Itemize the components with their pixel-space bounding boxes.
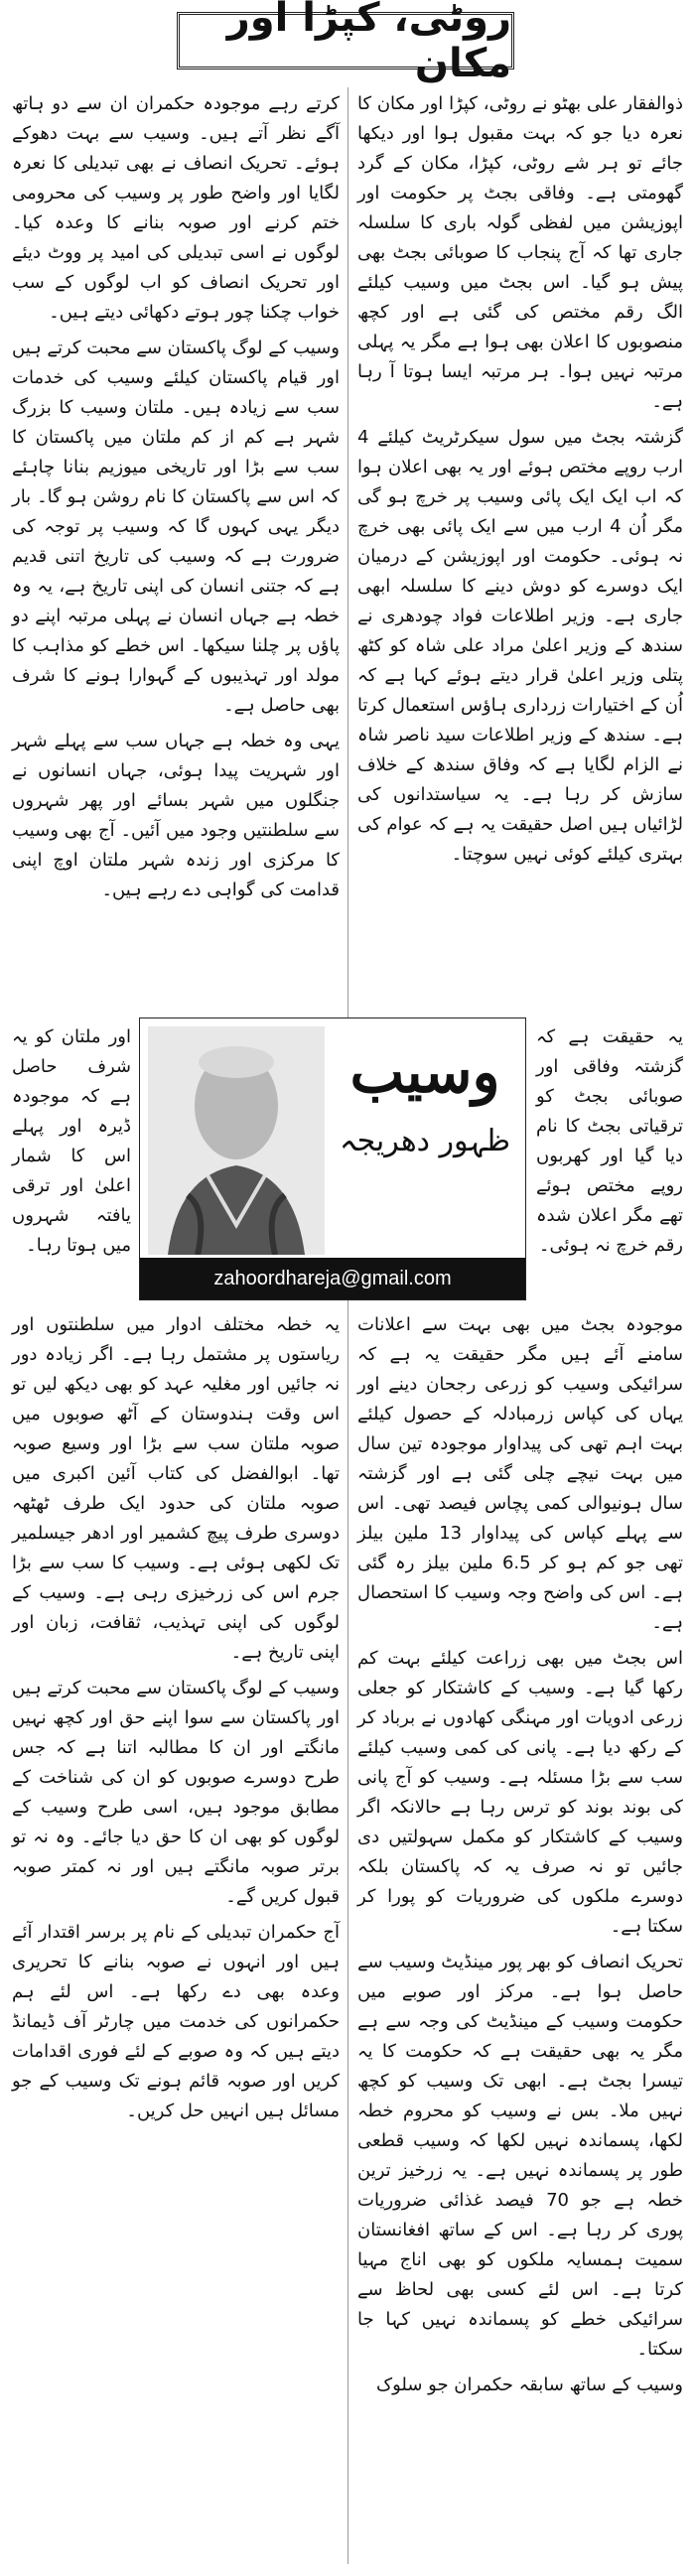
column-right-mid [536, 1022, 683, 1267]
author-name: ظہور دھریجہ [339, 1124, 510, 1158]
paragraph: آج حکمران تبدیلی کے نام پر برسر اقتدار آئے ہیں اور انہوں نے صوبہ بنانے کا تحریری وعدہ بھی دے رکھا ہے۔ اس لئے ہم حکمرانوں کی خدمت میں چارٹر آف ڈیمانڈ دیتے ہیں کہ وہ صوبے کے لئے فوری اقدامات کریں اور صوبہ قائم ہونے تک وسیب کے جو مسائل ہیں انہیں حل کریں۔ [12, 1922, 340, 2121]
paragraph: اور ملتان کو یہ شرف حاصل ہے کہ موجودہ ڈیرہ اور پہلے اس کا شمار اعلیٰ اور ترقی یافتہ شہروں میں ہوتا رہا۔ [12, 1026, 131, 1256]
column-name: وسیب [349, 1038, 500, 1106]
paragraph: گزشتہ بجٹ میں سول سیکرٹریٹ کیلئے 4 ارب روپے مختص ہوئے اور یہ بھی اعلان ہوا کہ اب ایک ایک پائی وسیب پر خرچ ہو گی مگر اُن 4 ارب میں سے ایک پائی بھی خرچ نہ ہوئی۔ حکومت اور اپوزیشن کے درمیان ایک دوسرے کو دوش دینے کا سلسلہ ابھی جاری ہے۔ وزیر اطلاعات فواد چودھری نے سندھ کے وزیر اعلیٰ مراد علی شاہ کو کٹھ پتلی وزیر اعلیٰ قرار دیتے ہوئے کہا ہے کہ اُن کے اختیارات زرداری ہاؤس استعمال کرتا ہے۔ سندھ کے وزیر اطلاعات سید ناصر شاہ نے الزام لگایا ہے کہ وفاق سندھ کے خلاف سازش کر رہا ہے۔ یہ سیاستدانوں کی لڑائیاں ہیں اصل حقیقت یہ ہے کہ عوام کی بہتری کیلئے کوئی نہیں سوچتا۔ [357, 427, 683, 865]
paragraph: موجودہ بجٹ میں بھی بہت سے اعلانات سامنے آئے ہیں مگر حقیقت یہ ہے کہ سرائیکی وسیب کو زرعی رجحان دینے اور یہاں کی کپاس زرمبادلہ کے حصول کیلئے بہت اہم تھی کی پیداوار موجودہ تین سال میں بہت نیچے چلی گئی ہے اور گزشتہ سال ہونیوالی کمی پچاس فیصد تھی۔ اس سے پہلے کپاس کی پیداوار 13 ملین بیلز تھی جو کم ہو کر 6.5 ملین بیلز رہ گئی ہے۔ اس کی واضح وجہ وسیب کا استحصال ہے۔ [357, 1314, 683, 1633]
title-box [177, 0, 514, 86]
paragraph: اس بجٹ میں بھی زراعت کیلئے بہت کم رکھا گیا ہے۔ وسیب کے کاشتکار کو جعلی زرعی ادویات اور مہنگی کھادوں نے برباد کر کے رکھ دیا ہے۔ پانی کی کمی وسیب کیلئے سب سے بڑا مسئلہ ہے۔ وسیب کو آج پانی کی بوند بوند کو ترس رہا ہے حالانکہ اگر وسیب کے کاشتکار کو مکمل سہولتیں دی جائیں تو نہ صرف یہ کہ پاکستان بلکہ دوسرے ملکوں کی ضروریات کو پورا کر سکتا ہے۔ [357, 1648, 683, 1937]
author-email[interactable]: zahoordhareja@gmail.com [213, 1267, 452, 1289]
author-byline-box [139, 1017, 526, 1300]
column-left-low [12, 1310, 340, 2132]
author-portrait [148, 1026, 325, 1255]
column-right-low [357, 1310, 683, 2406]
paragraph: ذوالفقار علی بھٹو نے روٹی، کپڑا اور مکان کا نعرہ دیا جو کہ بہت مقبول ہوا اور دیکھا جائے تو ہر شے روٹی، کپڑا، مکان کے گرد گھومتی ہے۔ وفاقی بجٹ پر حکومت اور اپوزیشن میں لفظی گولہ باری کا سلسلہ جاری تھا کہ آج پنجاب کا صوبائی بجٹ بھی پیش ہو گیا۔ اس بجٹ میں وسیب کیلئے الگ رقم مختص کی گئی ہے اور کچھ منصوبوں کا اعلان بھی ہوا ہے مگر یہ پہلی مرتبہ نہیں ہوا۔ ہر مرتبہ ایسا ہوتا آ رہا ہے۔ [357, 93, 683, 412]
paragraph: یہ خطہ مختلف ادوار میں سلطنتوں اور ریاستوں پر مشتمل رہا ہے۔ اگر زیادہ دور نہ جائیں اور مغلیہ عہد کو بھی دیکھ لیں تو اس وقت ہندوستان کے آٹھ صوبوں میں صوبہ ملتان سب سے بڑا اور وسیع صوبہ تھا۔ ابوالفضل کی کتاب آئین اکبری میں صوبہ ملتان کی حدود ایک طرف ٹھٹھہ دوسری طرف پیچ کشمیر اور ادھر جیسلمیر تک لکھی ہوئی ہے۔ وسیب کا سب سے بڑا جرم اس کی زرخیزی رہی ہے۔ وسیب کے لوگوں کی اپنی تہذیب، ثقافت، زبان اور اپنی تاریخ ہے۔ [12, 1314, 340, 1663]
page-title: روٹی، کپڑا اور مکان [226, 0, 511, 86]
paragraph: تحریک انصاف کو بھر پور مینڈیٹ وسیب سے حاصل ہوا ہے۔ مرکز اور صوبے میں حکومت وسیب کے مینڈیٹ کی وجہ سے ہے مگر یہ بھی حقیقت ہے کہ حکومت کا یہ تیسرا بجٹ ہے۔ ابھی تک وسیب کو کچھ نہیں ملا۔ بس نے وسیب کو محروم خطہ لکھا، پسماندہ نہیں لکھا کہ وسیب قطعی طور پر پسماندہ نہیں ہے۔ یہ زرخیز ترین خطہ ہے جو 70 فیصد غذائی ضروریات پوری کر رہا ہے۔ اس کے ساتھ افغانستان سمیت ہمسایہ ملکوں کو بھی اناج مہیا کرتا ہے۔ اس لئے کسی بھی لحاظ سے سرائیکی خطے کو پسماندہ نہیں کہا جا سکتا۔ [357, 1952, 683, 2360]
writer-block [331, 1038, 519, 1158]
paragraph: وسیب کے لوگ پاکستان سے محبت کرتے ہیں اور قیام پاکستان کیلئے وسیب کی خدمات سب سے زیادہ ہیں۔ ملتان وسیب کا بزرگ شہر ہے کم از کم ملتان میں پاکستان کا سب سے بڑا اور تاریخی میوزیم بنانا چاہئے کہ اس سے پاکستان کا نام روشن ہو گا۔ بار دیگر یہی کہوں گا کہ وسیب پر توجہ کی ضرورت ہے کہ وسیب کی تاریخ اتنی قدیم ہے کہ جتنی انسان کی اپنی تاریخ ہے، یہ وہ خطہ ہے جہاں انسان نے پہلی مرتبہ اپنے دو پاؤں پر چلنا سیکھا۔ اس خطے کو مذاہب کا مولد اور تہذیبوں کے گہوارا ہونے کا شرف بھی حاصل ہے۔ [12, 338, 340, 716]
column-right-top [357, 89, 683, 876]
paragraph: یہ حقیقت ہے کہ گزشتہ وفاقی اور صوبائی بجٹ کو ترقیاتی بجٹ کا نام دیا گیا اور کھربوں روپے مختص ہوئے تھے مگر اعلان شدہ رقم خرچ نہ ہوئی۔ [536, 1026, 683, 1256]
column-left-top [12, 89, 340, 911]
author-email-bar [140, 1258, 525, 1299]
paragraph: وسیب کے لوگ پاکستان سے محبت کرتے ہیں اور پاکستان سے سوا اپنے حق اور کچھ نہیں مانگتے اور ان کا مطالبہ اتنا ہے کہ جس طرح دوسرے صوبوں کو ان کی شناخت کے مطابق موجود ہیں، اسی طرح وسیب کے لوگوں کو بھی ان کا حق دیا جائے۔ وہ نہ تو برتر صوبہ مانگتے ہیں اور نہ کمتر صوبہ قبول کریں گے۔ [12, 1678, 340, 1907]
paragraph: وسیب کے ساتھ سابقہ حکمران جو سلوک [375, 2374, 683, 2395]
paragraph: کرتے رہے موجودہ حکمران ان سے دو ہاتھ آگے نظر آتے ہیں۔ وسیب سے بہت دھوکے ہوئے۔ تحریک انصاف نے بھی تبدیلی کا نعرہ لگایا اور واضح طور پر وسیب کی محرومی ختم کرنے اور صوبہ بنانے کا وعدہ کیا۔ لوگوں نے اسی تبدیلی کی امید پر ووٹ دیئے اور تحریک انصاف کو اب لوگوں کے سب خواب چکنا چور ہوتے دکھائی دیتے ہیں۔ [12, 93, 340, 323]
paragraph: یہی وہ خطہ ہے جہاں سب سے پہلے شہر اور شہریت پیدا ہوئی، جہاں انسانوں نے جنگلوں میں شہر بسائے اور پھر شہروں سے سلطنتیں وجود میں آئیں۔ آج بھی وسیب کا مرکزی اور زندہ شہر ملتان اوچ اپنی قدامت کی گواہی دے رہے ہیں۔ [12, 731, 340, 900]
column-left-mid [12, 1022, 131, 1267]
